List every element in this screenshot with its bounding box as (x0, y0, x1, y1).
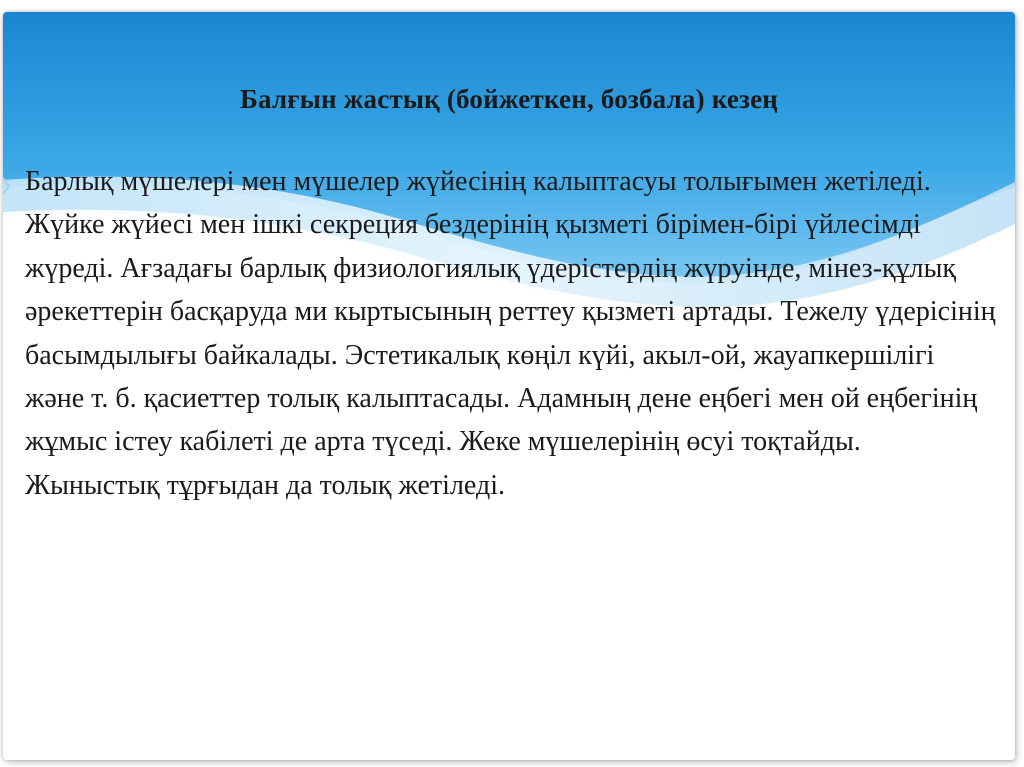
slide-title: Балғын жастық (бойжеткен, бозбала) кезең (239, 84, 779, 114)
bullet-marker-icon (3, 175, 11, 197)
slide-body-text: Барлық мүшелері мен мүшелер жүйесінің калыптасуы толығымен жетіледі. Жүйке жүйесі мен ішкі секреция бездерінің қызметі бірімен-бірі үйлесімді жүреді. Ағзадағы барлық физиологиялық үдерістердің жүруінде, мінез-құлық әрекеттерін басқаруда ми кыртысының реттеу қызметі артады. Тежелу үдерісінің басымдылығы байкалады. Эстетикалық көңіл күйі, акыл-ой, жауапкершілігі және т. б. қасиеттер толық калыптасады. Адамның дене еңбегі мен ой еңбегінің жұмыс істеу кабілеті де арта түседі. Жеке мүшелерінің өсуі тоқтайды. Жыныстық тұрғыдан да толық жетіледі. (25, 166, 996, 501)
slide (3, 12, 1015, 760)
